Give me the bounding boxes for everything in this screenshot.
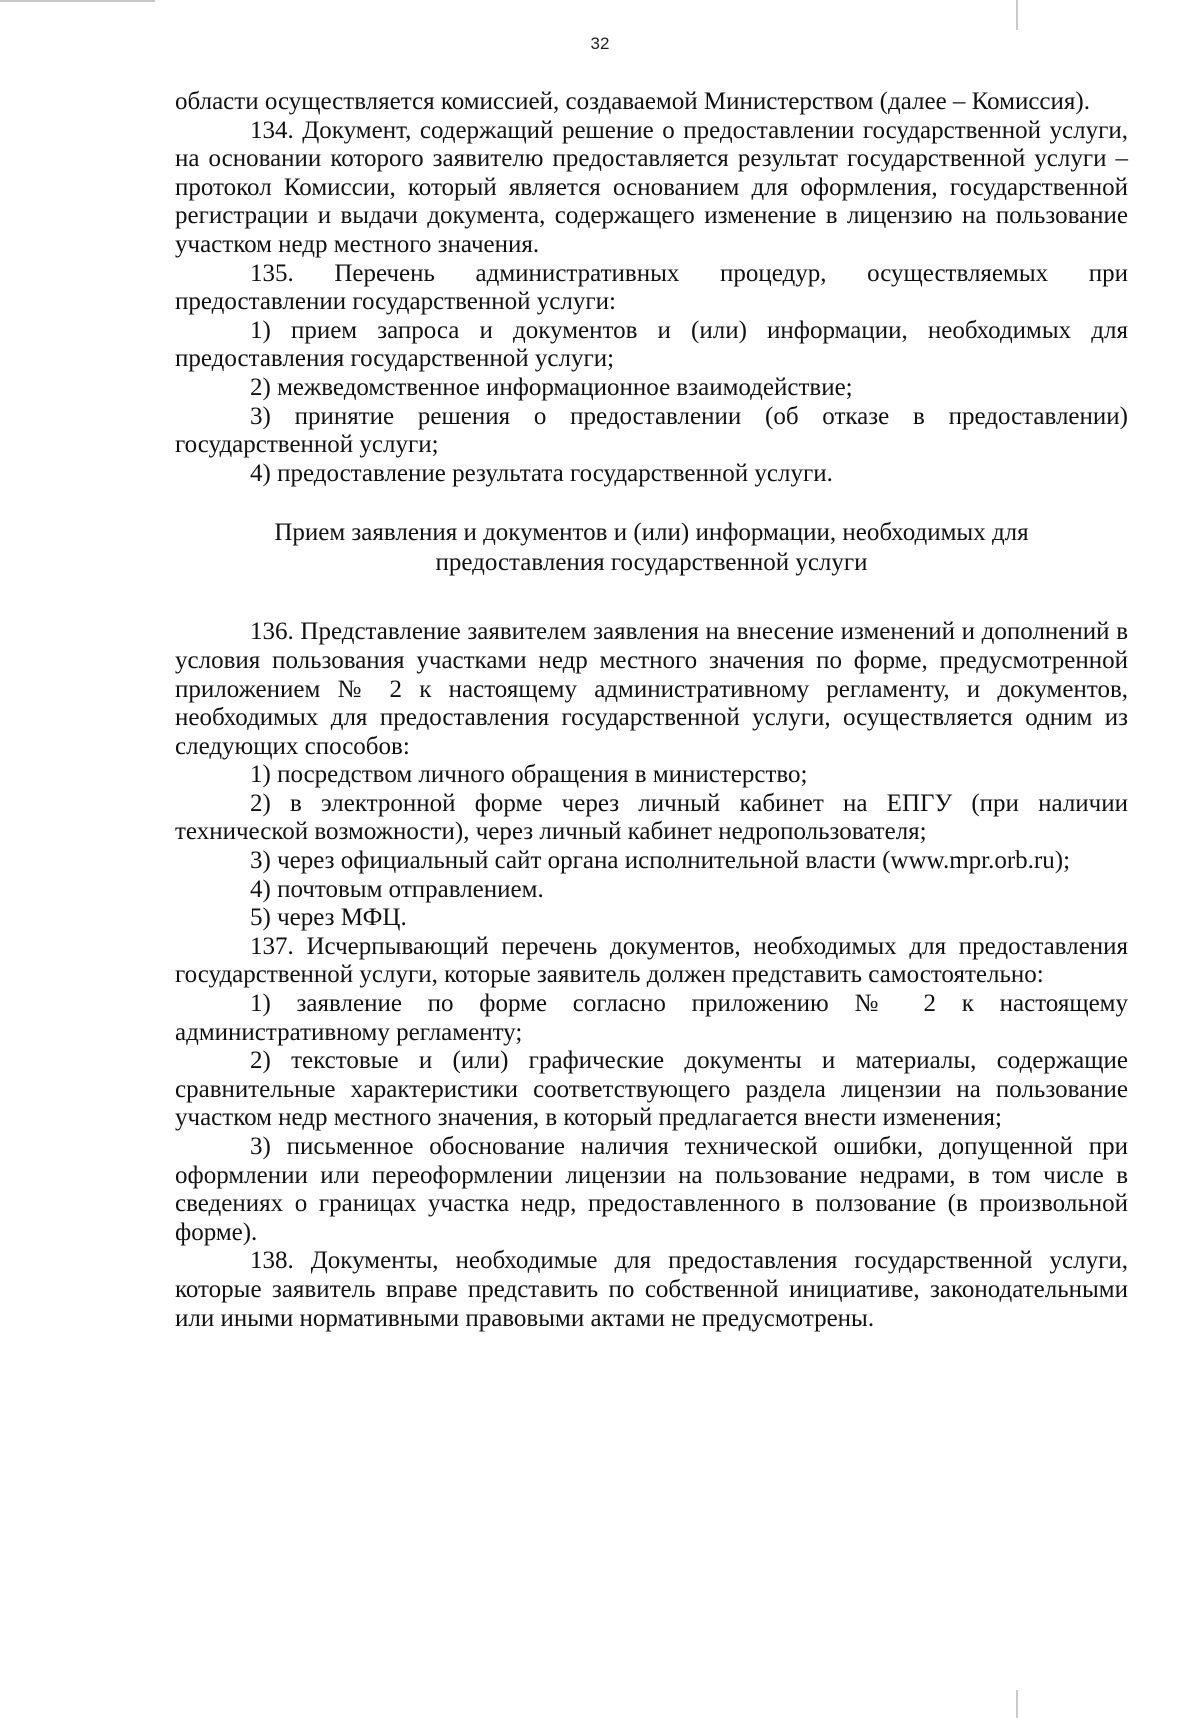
list-item-136-2: 2) в электронной форме через личный кабинет на ЕПГУ (при наличии технической возможности), через личный кабинет недропользователя; [175,789,1128,846]
list-item-137-1: 1) заявление по форме согласно приложению № 2 к настоящему административному регламенту; [175,990,1128,1046]
section-heading [175,518,1128,578]
scan-edge-mark [1016,0,1018,30]
section-heading-line-1: Прием заявления и документов и (или) информации, необходимых для [274,519,1029,547]
paragraph-continuation: области осуществляется комиссией, создаваемой Министерством (далее – Комиссия). [175,88,1090,115]
list-item-135-3: 3) принятие решения о предоставлении (об отказе в предоставлении) государственной услуги; [175,402,1128,459]
document-body [175,88,1128,1333]
list-item-136-4: 4) почтовым отправлением. [250,875,544,903]
scan-edge-mark [1016,1690,1018,1718]
list-item-136-5: 5) через МФЦ. [250,904,407,932]
list-item-136-1: 1) посредством личного обращения в министерство; [250,761,808,789]
scan-edge-mark [0,0,155,2]
paragraph-137: 137. Исчерпывающий перечень документов, необходимых для предоставления государственной услуги, которые заявитель должен представить самостоятельно: [175,932,1128,989]
list-item-137-3: 3) письменное обоснование наличия технической ошибки, допущенной при оформлении или переоформлении лицензии на пользование недрами, в том числе в сведениях о границах участка недр, предоставленного в ползование (в произвольной форме). [175,1133,1128,1246]
list-item-135-1: 1) прием запроса и документов и (или) информации, необходимых для предоставления государственной услуги; [175,316,1128,373]
paragraph-134: 134. Документ, содержащий решение о предоставлении государственной услуги, на основании которого заявителю предоставляется результат государственной услуги – протокол Комиссии, который является основанием для оформления, государственной регистрации и выдачи документа, содержащего изменение в лицензию на пользование участком недр местного значения. [175,116,1128,258]
list-item-136-3: 3) через официальный сайт органа исполнительной власти (www.mpr.orb.ru); [250,847,1071,875]
paragraph-138: 138. Документы, необходимые для предоставления государственной услуги, которые заявитель вправе представить по собственной инициативе, законодательными или иными нормативными правовыми актами не предусмотрены. [175,1247,1128,1332]
list-item-135-4: 4) предоставление результата государственной услуги. [250,459,833,487]
list-item-135-2: 2) межведомственное информационное взаимодействие; [250,373,853,401]
paragraph-136: 136. Представление заявителем заявления на внесение изменений и дополнений в условия пользования участками недр местного значения по форме, предусмотренной приложением № 2 к настоящему административному регламенту, и документов, необходимых для предоставления государственной услуги, осуществляется одним из следующих способов: [175,618,1128,760]
paragraph-135: 135. Перечень административных процедур, осуществляемых при предоставлении государственной услуги: [175,259,1128,316]
page-number: 32 [590,34,610,53]
list-item-137-2: 2) текстовые и (или) графические документы и материалы, содержащие сравнительные характеристики соответствующего раздела лицензии на пользование участком недр местного значения, в который предлагается внести изменения; [175,1047,1128,1132]
section-heading-line-2: предоставления государственной услуги [435,549,868,577]
